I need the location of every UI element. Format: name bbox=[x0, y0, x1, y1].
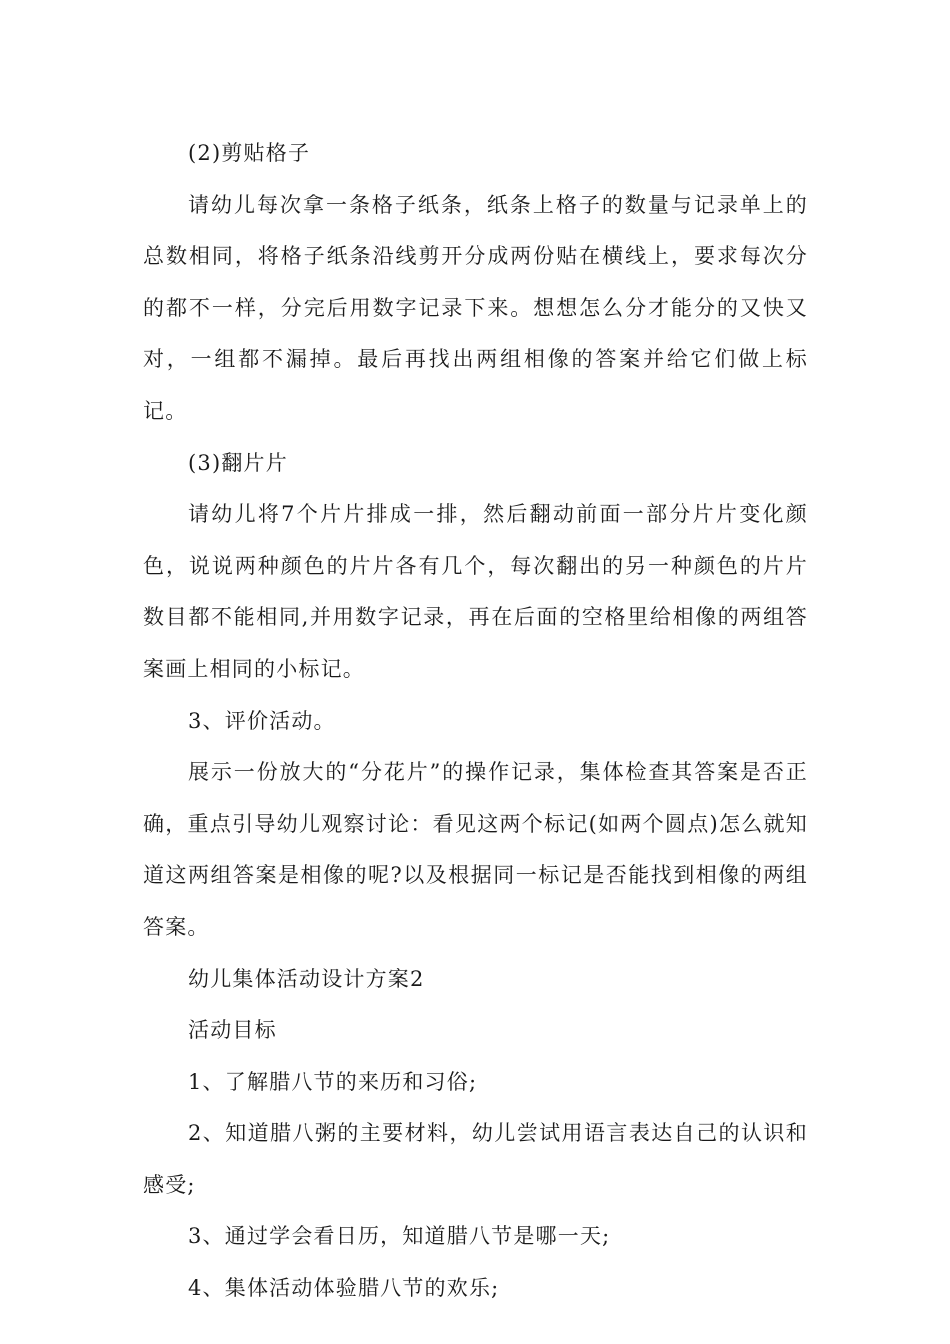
subheading-flip-cards: (3)翻片片 bbox=[188, 450, 288, 475]
plan-2-title: 幼儿集体活动设计方案2 bbox=[188, 966, 425, 991]
goal-item-1: 1、了解腊八节的来历和习俗; bbox=[188, 1069, 478, 1094]
paragraph-evaluate-activity: 展示一份放大的“分花片”的操作记录，集体检查其答案是否正确，重点引导幼儿观察讨论：看见这两个标记(如两个圆点)怎么就知道这两组答案是相像的呢?以及根据同一标记是否能找到相像的两组答案。 bbox=[143, 760, 808, 939]
activity-goals-heading: 活动目标 bbox=[188, 1018, 277, 1043]
paragraph-flip-cards: 请幼儿将7个片片排成一排，然后翻动前面一部分片片变化颜色，说说两种颜色的片片各有几个，每次翻出的另一种颜色的片片数目都不能相同,并用数字记录，再在后面的空格里给相像的两组答案画上相同的小标记。 bbox=[143, 502, 808, 681]
paragraph-cut-paste-grid: 请幼儿每次拿一条格子纸条，纸条上格子的数量与记录单上的总数相同，将格子纸条沿线剪开分成两份贴在横线上，要求每次分的都不一样，分完后用数字记录下来。想想怎么分才能分的又快又对，一组都不漏掉。最后再找出两组相像的答案并给它们做上标记。 bbox=[143, 192, 808, 423]
goal-item-3: 3、通过学会看日历，知道腊八节是哪一天; bbox=[188, 1224, 611, 1249]
section-evaluate-activity: 3、评价活动。 bbox=[188, 708, 336, 733]
goal-item-4: 4、集体活动体验腊八节的欢乐; bbox=[188, 1276, 500, 1301]
document-body bbox=[143, 128, 808, 1315]
goal-item-2: 2、知道腊八粥的主要材料，幼儿尝试用语言表达自己的认识和感受; bbox=[143, 1121, 808, 1197]
subheading-cut-paste-grid: (2)剪贴格子 bbox=[188, 141, 311, 165]
